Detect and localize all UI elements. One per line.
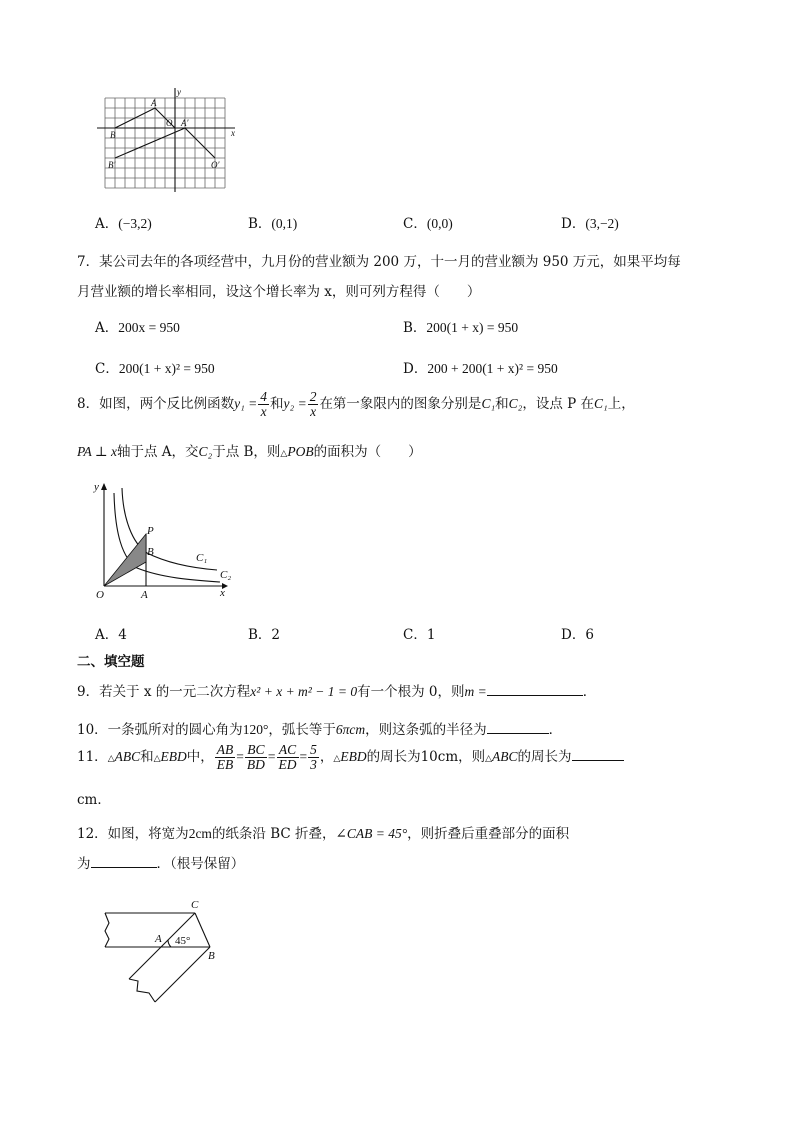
label-o: O	[96, 589, 104, 601]
q11-line2: cm．	[77, 792, 111, 808]
label-a: A	[155, 933, 162, 945]
q11-line1: 11．△ABC和△EBD中， $\frac{AB}{EB}$ = $\frac{BC}{BD}$ = $\frac{AC}{ED}$ = $\frac{5}{3}$ ，△EBD的周长为10cm，则△ABC的周长为	[77, 743, 624, 772]
q8-figure	[92, 478, 242, 603]
q8-option-b[interactable]: B．2	[248, 627, 281, 643]
q12-figure	[95, 895, 235, 1015]
q6-option-a[interactable]: A．(−3,2)	[95, 216, 152, 232]
q6-option-b[interactable]: B．(0,1)	[248, 216, 298, 232]
label-y: y	[94, 481, 99, 493]
q6-option-d[interactable]: D．(3,−2)	[561, 216, 619, 232]
q6-option-c[interactable]: C．(0,0)	[403, 216, 453, 232]
section-title: 二、填空题	[77, 654, 145, 670]
q12-line1: 12．如图，将宽为2cm的纸条沿 BC 折叠，∠CAB = 45°，则折叠后重叠部分的面积	[77, 826, 570, 842]
label-b: B	[208, 950, 215, 962]
label-c2: C₂	[220, 569, 232, 581]
label-y: y	[177, 88, 181, 97]
q9-line: 9．若关于 x 的一元二次方程x² + x + m² − 1 = 0有一个根为 0，则m = ．	[77, 680, 596, 700]
label-o-prime: O′	[211, 160, 220, 170]
q8-line1: 8．如图，两个反比例函数y₁ = $\frac{4}{x}$ 和y₂ = $\frac{2}{x}$ 在第一象限内的图象分别是C₁和C₂，设点 P 在C₁上，	[77, 389, 635, 420]
angle-arc	[168, 940, 171, 947]
label-b: B	[110, 130, 116, 140]
label-p: P	[147, 525, 154, 537]
triangle-pob	[104, 534, 146, 586]
label-o: O	[166, 118, 173, 128]
q11-answer-blank[interactable]	[572, 746, 624, 761]
label-a-prime: A′	[181, 118, 189, 128]
q10-line: 10．一条弧所对的圆心角为120°，弧长等于6πcm，则这条弧的半径为 ．	[77, 718, 562, 738]
q7-line2: 月营业额的增长率相同，设这个增长率为 x，则可列方程得（ ）	[77, 284, 481, 300]
grid-figure	[95, 88, 245, 198]
label-c1: C₁	[196, 552, 208, 564]
q12-line2: 为 ．（根号保留）	[77, 852, 244, 872]
folded-strip-edge-2	[155, 947, 210, 1002]
label-angle: 45°	[175, 935, 191, 947]
label-a: A	[141, 589, 148, 601]
q7-option-c[interactable]: C．200(1 + x)² = 950	[95, 361, 215, 377]
strip-torn-edge	[105, 913, 109, 947]
q8-option-c[interactable]: C．1	[403, 627, 436, 643]
q9-answer-blank[interactable]	[487, 681, 583, 696]
q7-option-d[interactable]: D．200 + 200(1 + x)² = 950	[403, 361, 558, 377]
label-x: x	[220, 587, 225, 599]
q7-line1: 7．某公司去年的各项经营中，九月份的营业额为 200 万，十一月的营业额为 950 万元，如果平均每	[77, 254, 681, 270]
label-c: C	[191, 899, 199, 911]
folded-torn-edge	[129, 979, 155, 1002]
fold-line-cb	[195, 913, 210, 947]
label-x: x	[231, 128, 235, 138]
q7-option-b[interactable]: B．200(1 + x) = 950	[403, 320, 519, 336]
label-b-prime: B′	[108, 160, 116, 170]
q8-option-a[interactable]: A．4	[95, 627, 127, 643]
q12-answer-blank[interactable]	[91, 853, 157, 868]
q10-answer-blank[interactable]	[487, 719, 549, 734]
label-a: A	[151, 98, 157, 108]
q8-line2: PA ⊥ x轴于点 A，交C₂于点 B，则△POB的面积为（ ）	[77, 444, 422, 460]
label-b: B	[147, 546, 154, 558]
q7-option-a[interactable]: A．200x = 950	[95, 320, 180, 336]
q8-option-d[interactable]: D．6	[561, 627, 594, 643]
